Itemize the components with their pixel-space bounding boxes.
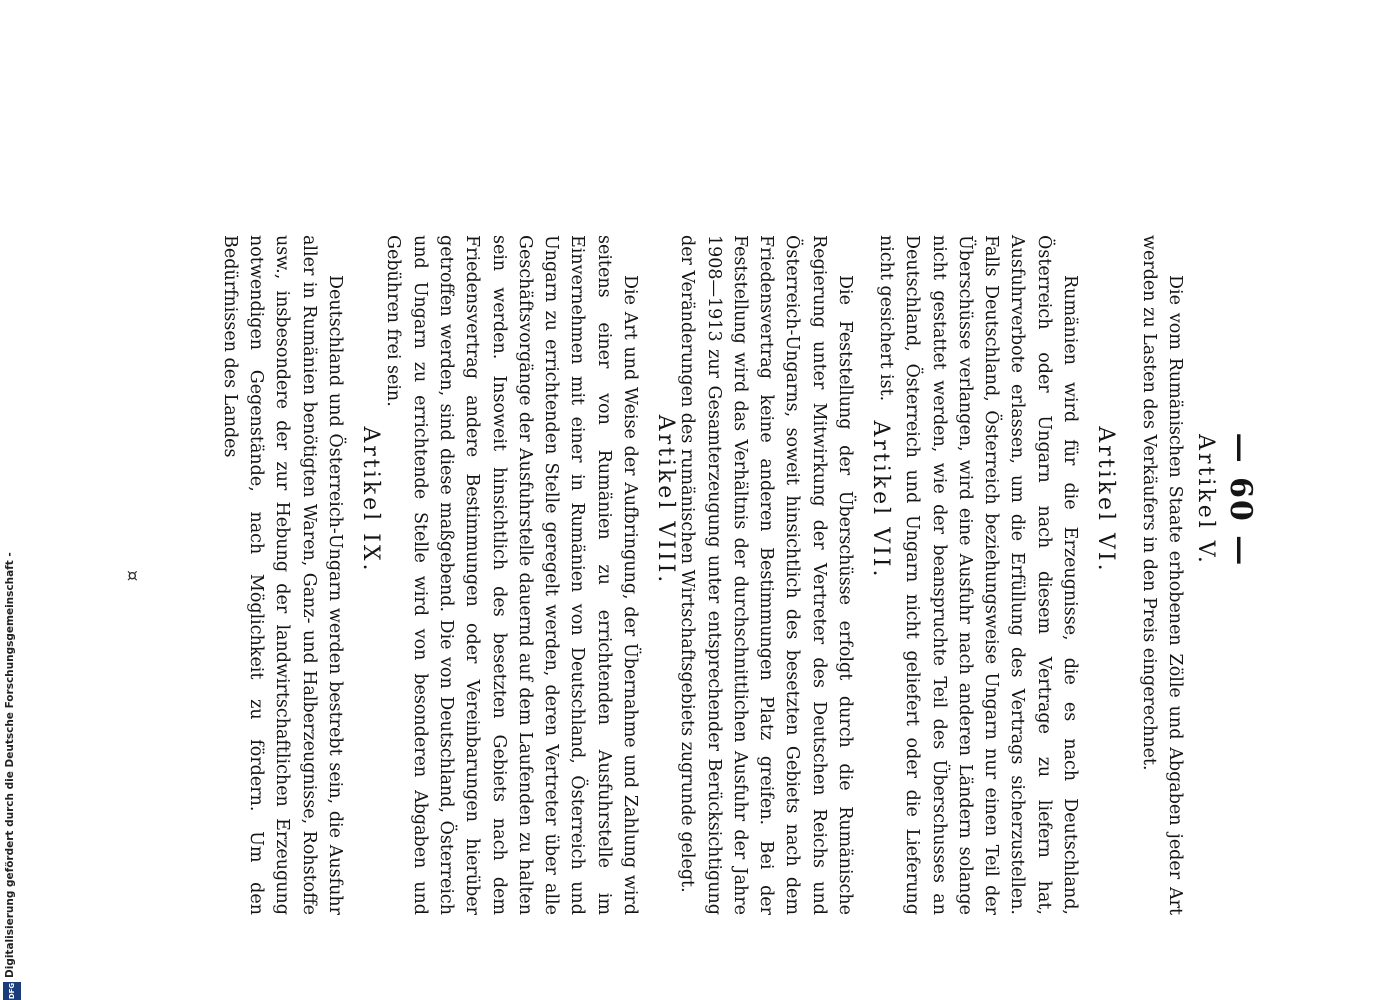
article-8-paragraph: Die Art und Weise der Aufbringung, der Übernahme und Zahlung wird seitens einer von Rumänien zu errichtenden Ausfuhrstelle im Einvernehmen mit einer in Rumänien von Deutschland, Österreich und Ungarn zu errichtenden Stelle geregelt werden, deren Vertreter über alle Geschäftsvorgänge der Ausfuhrstelle dauernd auf dem Laufenden zu halten sein werden. Insoweit hinsichtlich des besetzten Gebiets nach dem Friedensvertrag andere Bestimmungen oder Vereinbarungen hierüber getroffen werden, sind diese maßgebend. Die von Deutschland, Österreich und Ungarn zu errichtende Stelle wird von besonderen Abgaben und Gebühren frei sein.: [383, 235, 640, 915]
article-heading-6: Artikel VI.: [1093, 426, 1118, 574]
article-heading-8: Artikel VIII.: [653, 414, 678, 586]
article-5-paragraph: Die vom Rumänischen Staate erhobenen Zölle und Abgaben jeder Art werden zu Lasten des Verkäufers in den Preis eingerechnet.: [1138, 235, 1185, 915]
digitization-credit-text: Digitalisierung gefördert durch die Deutsche Forschungsgemeinschaft -: [4, 552, 16, 978]
article-heading-9: Artikel IX.: [358, 426, 383, 574]
article-9-paragraph: Deutschland und Österreich-Ungarn werden bestrebt sein, die Ausfuhr aller in Rumänien benötigten Waren, Ganz- und Halberzeugnisse, Rohstoffe usw., insbesondere der zur Hebung der landwirtschaftlichen Erzeugung notwendigen Gegenstände, nach Möglichkeit zu fördern. Um den Bedürfnissen des Landes: [219, 235, 345, 915]
article-heading-5: Artikel V.: [1193, 434, 1218, 566]
article-6-paragraph: Rumänien wird für die Erzeugnisse, die es nach Deutschland, Österreich oder Ungarn nach diesem Vertrage zu liefern hat, Ausfuhrverbote erlassen, um die Erfüllung des Vertrags sicherzustellen. Falls Deutschland, Österreich beziehungsweise Ungarn nur einen Teil der Überschüsse verlangen, wird eine Ausfuhr nach anderen Ländern solange nicht gestattet werden, wie der beanspruchte Teil des Überschusses an Deutschland, Österreich und Ungarn nicht geliefert oder die Lieferung nicht gesichert ist.: [875, 235, 1080, 915]
page-number: — 60 —: [1223, 432, 1258, 568]
article-heading-7: Artikel VII.: [868, 420, 893, 580]
footer-mark: ¤: [122, 570, 143, 582]
article-7-paragraph: Die Feststellung der Überschüsse erfolgt durch die Rumänische Regierung unter Mitwirkung der Vertreter des Deutschen Reichs und Österreich-Ungarns, soweit hinsichtlich des besetzten Gebiets nach dem Friedensvertrag keine anderen Bestimmungen Platz greifen. Bei der Feststellung wird das Verhältnis der durchschnittlichen Ausfuhr der Jahre 1908—1913 zur Gesamterzeugung unter entsprechender Berücksichtigung der Veränderungen des rumänischen Wirtschaftsgebiets zugrunde gelegt.: [677, 235, 855, 915]
dfg-logo: DFG: [3, 982, 21, 1000]
